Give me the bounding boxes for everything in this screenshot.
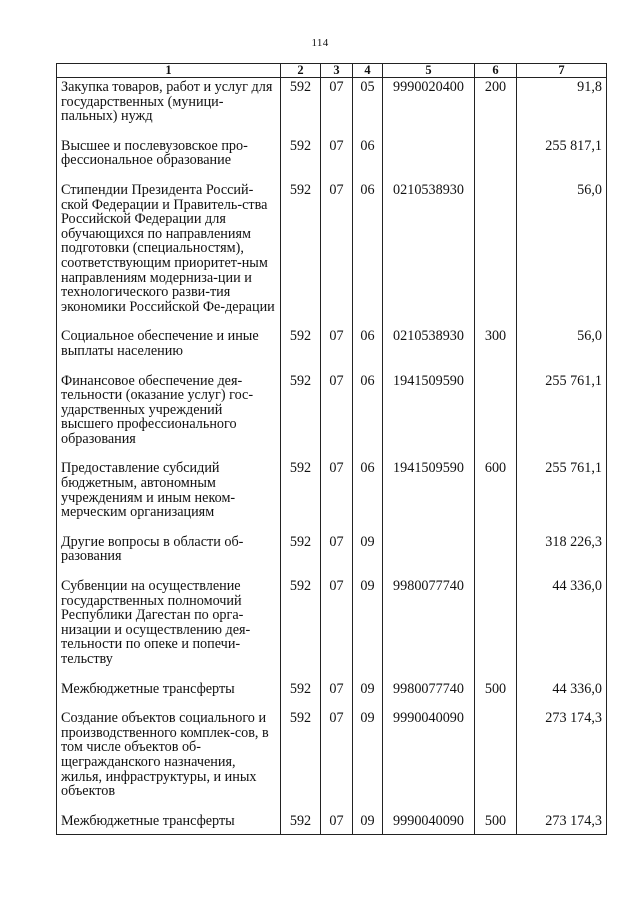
row-name-cell: Высшее и послевузовское про-фессиональное образование [57, 139, 281, 183]
row-section-cell: 07 [321, 78, 353, 139]
row-amount-cell: 91,8 [517, 78, 607, 139]
row-expense-type-cell: 300 [475, 329, 517, 373]
row-subsection-cell: 06 [353, 374, 383, 462]
table-row [57, 139, 607, 183]
budget-table [56, 63, 607, 835]
row-name-cell: Межбюджетные трансферты [57, 814, 281, 835]
row-name-cell: Предоставление субсидий бюджетным, автономным учреждениям и иным неком-мерческим организациям [57, 461, 281, 534]
table-row [57, 183, 607, 329]
row-target-article-cell: 1941509590 [383, 461, 475, 534]
table-row [57, 374, 607, 462]
row-expense-type-cell: 600 [475, 461, 517, 534]
row-target-article-cell [383, 139, 475, 183]
row-code-cell: 592 [281, 139, 321, 183]
row-code-cell: 592 [281, 374, 321, 462]
row-name-cell: Закупка товаров, работ и услуг для государственных (муници-пальных) нужд [57, 78, 281, 139]
row-code-cell: 592 [281, 461, 321, 534]
row-section-cell: 07 [321, 682, 353, 712]
row-name-cell: Создание объектов социального и производственного комплек-сов, в том числе объектов об-щегражданского назначения, жилья, инфраструктуры, и иных объектов [57, 711, 281, 814]
row-expense-type-cell: 500 [475, 682, 517, 712]
row-target-article-cell: 1941509590 [383, 374, 475, 462]
row-section-cell: 07 [321, 579, 353, 682]
row-target-article-cell: 0210538930 [383, 183, 475, 329]
row-subsection-cell: 06 [353, 329, 383, 373]
row-code-cell: 592 [281, 183, 321, 329]
row-name-cell: Социальное обеспечение и иные выплаты населению [57, 329, 281, 373]
row-amount-cell: 56,0 [517, 329, 607, 373]
row-section-cell: 07 [321, 535, 353, 579]
table-row [57, 78, 607, 139]
row-expense-type-cell [475, 183, 517, 329]
row-code-cell: 592 [281, 535, 321, 579]
row-subsection-cell: 09 [353, 711, 383, 814]
row-name-cell: Финансовое обеспечение дея-тельности (оказание услуг) гос-ударственных учреждений высшего профессионального образования [57, 374, 281, 462]
row-target-article-cell: 9980077740 [383, 579, 475, 682]
row-expense-type-cell [475, 535, 517, 579]
row-code-cell: 592 [281, 814, 321, 835]
table-row [57, 461, 607, 534]
table-row [57, 682, 607, 712]
row-amount-cell: 44 336,0 [517, 579, 607, 682]
row-section-cell: 07 [321, 711, 353, 814]
row-section-cell: 07 [321, 139, 353, 183]
row-section-cell: 07 [321, 461, 353, 534]
table-row [57, 711, 607, 814]
column-header: 6 [475, 64, 517, 78]
column-header: 5 [383, 64, 475, 78]
row-section-cell: 07 [321, 183, 353, 329]
row-target-article-cell: 9990040090 [383, 814, 475, 835]
row-subsection-cell: 06 [353, 139, 383, 183]
table-row [57, 579, 607, 682]
row-target-article-cell [383, 535, 475, 579]
row-subsection-cell: 09 [353, 682, 383, 712]
row-amount-cell: 273 174,3 [517, 711, 607, 814]
table-row [57, 329, 607, 373]
row-subsection-cell: 06 [353, 183, 383, 329]
row-target-article-cell: 0210538930 [383, 329, 475, 373]
row-subsection-cell: 09 [353, 814, 383, 835]
row-name-cell: Стипендии Президента Россий-ской Федерации и Правитель-ства Российской Федерации для обучающихся по направлениям подготовки (специальностям), соответствующим приоритет-ным направлениям модерниза-ции и технологического разви-тия экономики Российской Фе-дерации [57, 183, 281, 329]
row-expense-type-cell [475, 579, 517, 682]
row-section-cell: 07 [321, 374, 353, 462]
row-amount-cell: 44 336,0 [517, 682, 607, 712]
page-number: 114 [311, 37, 329, 49]
row-name-cell: Межбюджетные трансферты [57, 682, 281, 712]
row-target-article-cell: 9980077740 [383, 682, 475, 712]
row-amount-cell: 255 817,1 [517, 139, 607, 183]
row-expense-type-cell [475, 374, 517, 462]
row-target-article-cell: 9990020400 [383, 78, 475, 139]
column-header: 4 [353, 64, 383, 78]
row-amount-cell: 56,0 [517, 183, 607, 329]
column-header: 7 [517, 64, 607, 78]
row-expense-type-cell [475, 139, 517, 183]
row-expense-type-cell: 200 [475, 78, 517, 139]
row-amount-cell: 255 761,1 [517, 374, 607, 462]
table-body [57, 78, 607, 835]
row-name-cell: Другие вопросы в области об-разования [57, 535, 281, 579]
row-name-cell: Субвенции на осуществление государственных полномочий Республики Дагестан по орга-низации и осуществлению дея-тельности по опеке и попечи-тельству [57, 579, 281, 682]
table-row [57, 535, 607, 579]
column-header: 1 [57, 64, 281, 78]
table-header-row [57, 64, 607, 78]
row-amount-cell: 273 174,3 [517, 814, 607, 835]
row-expense-type-cell: 500 [475, 814, 517, 835]
row-subsection-cell: 09 [353, 535, 383, 579]
row-subsection-cell: 05 [353, 78, 383, 139]
table-row [57, 814, 607, 835]
row-amount-cell: 255 761,1 [517, 461, 607, 534]
row-subsection-cell: 09 [353, 579, 383, 682]
row-code-cell: 592 [281, 329, 321, 373]
row-amount-cell: 318 226,3 [517, 535, 607, 579]
column-header: 2 [281, 64, 321, 78]
row-code-cell: 592 [281, 682, 321, 712]
row-code-cell: 592 [281, 579, 321, 682]
row-expense-type-cell [475, 711, 517, 814]
row-section-cell: 07 [321, 329, 353, 373]
row-section-cell: 07 [321, 814, 353, 835]
row-target-article-cell: 9990040090 [383, 711, 475, 814]
row-code-cell: 592 [281, 711, 321, 814]
row-code-cell: 592 [281, 78, 321, 139]
row-subsection-cell: 06 [353, 461, 383, 534]
column-header: 3 [321, 64, 353, 78]
